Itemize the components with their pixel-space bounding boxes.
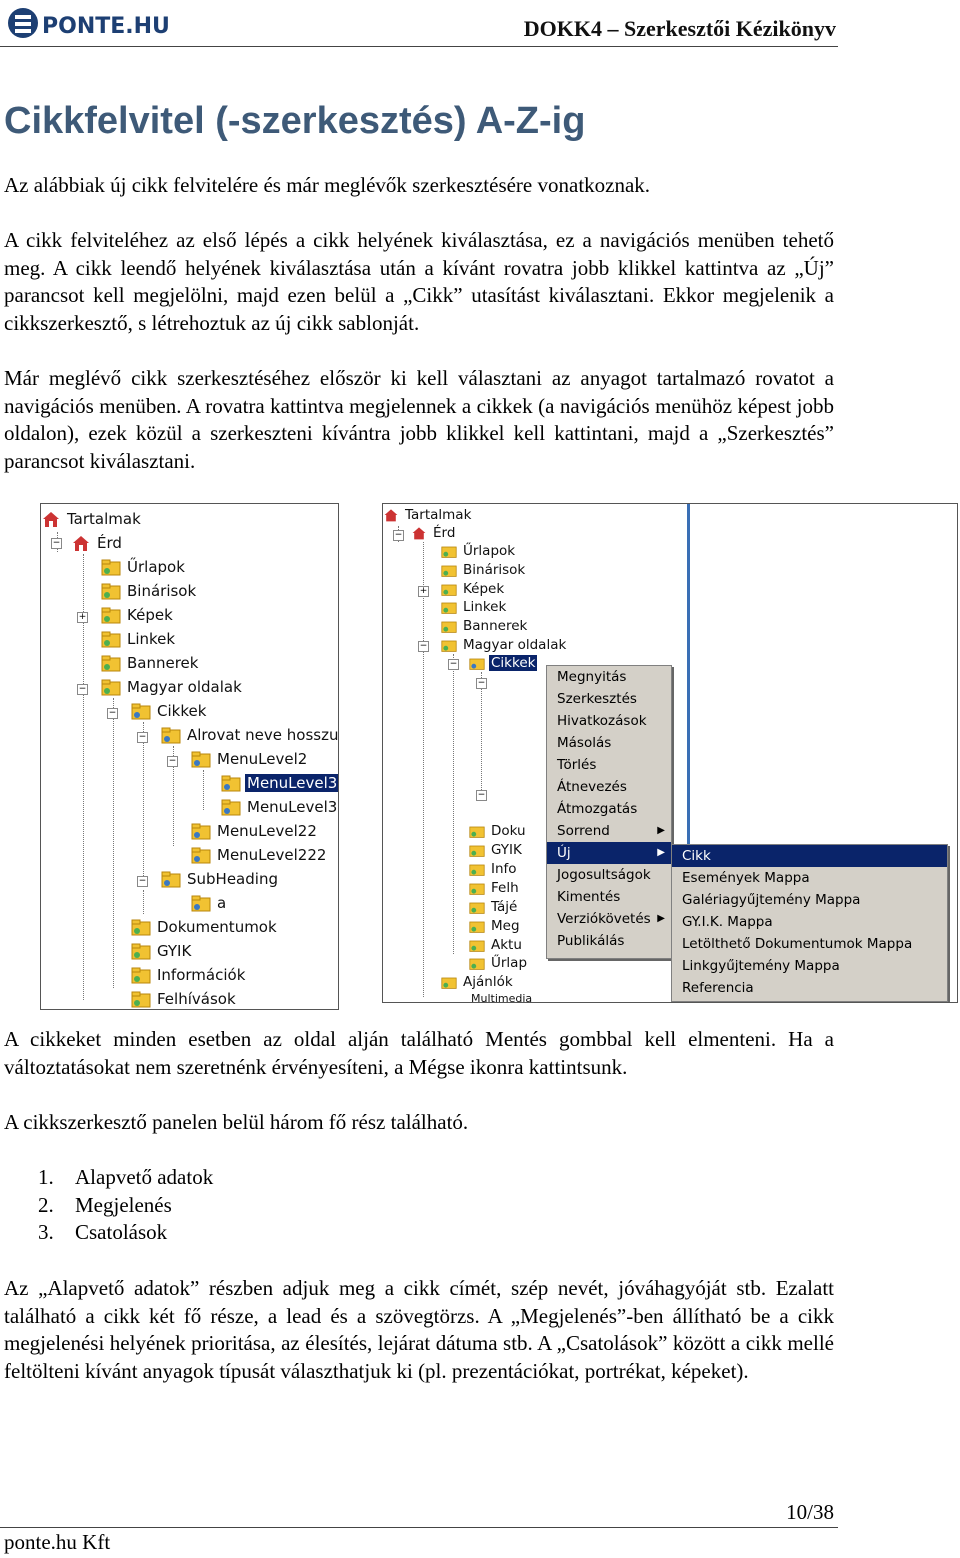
folder-icon [101, 557, 121, 577]
folder-icon [221, 773, 241, 793]
tree-node-taje[interactable]: Tájé [469, 898, 519, 916]
tree-node-a[interactable]: a [191, 892, 228, 914]
tree-node-kepek[interactable]: Képek [101, 604, 175, 626]
tree-node-alrovat[interactable]: Alrovat neve hosszu [161, 724, 339, 746]
tree-node-multimedia[interactable]: Multimedia [471, 991, 533, 1003]
tree-node-dokumentumok[interactable]: Dokumentumok [131, 916, 279, 938]
paragraph-intro: Az alábbiak új cikk felvitelére és már meglévők szerkesztésére vonatkoznak. [4, 173, 651, 197]
paragraph-edit-article: Már meglévő cikk szerkesztéséhez először ki kell választani az anyagot tartalmazó rovatot a navigációs menüben. A rovatra kattintva megjelennek a cikkek (a navigációs menühöz képest jobb oldalon), ezek közül a szerkeszteni kívántra jobb klikkel kell kattintani, majd a „Szerkesztés” parancsot kiválasztani. [4, 366, 834, 473]
menu-item-publikalas[interactable]: Publikálás [557, 933, 625, 949]
tree-node-magyar-oldalak[interactable]: Magyar oldalak [441, 636, 568, 654]
submenu-arrow-icon: ▶ [657, 847, 665, 858]
tree-node-menulevel22[interactable]: MenuLevel22 [191, 820, 319, 842]
tree-node-linkek[interactable]: Linkek [441, 598, 508, 616]
document-title: DOKK4 – Szerkesztői Kézikönyv [523, 16, 836, 41]
ponte-logo [6, 6, 182, 40]
menu-item-verziokovetes[interactable]: Verziókövetés ▶ [547, 908, 671, 930]
site-icon [411, 525, 427, 541]
tree-node-menulevel222[interactable]: MenuLevel222 [191, 844, 328, 866]
footer-divider [0, 1527, 838, 1528]
folder-icon [191, 845, 211, 865]
tree-node-binarisok[interactable]: Binárisok [441, 561, 527, 579]
tree-node-urlapok[interactable]: Űrlapok [101, 556, 187, 578]
page-title: Cikkfelvitel (-szerkesztés) A-Z-ig [4, 100, 586, 142]
menu-item-jogosultsagok[interactable]: Jogosultságok [557, 867, 651, 883]
folder-icon [469, 861, 485, 877]
tree-node-tartalmak[interactable]: Tartalmak [383, 506, 473, 524]
tree-node-menulevel2[interactable]: MenuLevel2 [191, 748, 309, 770]
tree-node-linkek[interactable]: Linkek [101, 628, 177, 650]
page-header [0, 0, 838, 47]
menu-item-masolas[interactable]: Másolás [557, 735, 612, 751]
folder-icon [131, 989, 151, 1009]
paragraph-save: A cikkeket minden esetben az oldal alján található Mentés gombbal kell elmenteni. Ha a változtatásokat nem szeretnénk érvényesíteni, a Mégse ikonra kattintsunk. [4, 1027, 834, 1079]
tree-node-aktu[interactable]: Aktu [469, 936, 524, 954]
folder-icon [469, 955, 485, 971]
menu-item-atmozgatas[interactable]: Átmozgatás [557, 801, 638, 817]
home-icon [41, 509, 61, 529]
paragraph-details: Az „Alapvető adatok” részben adjuk meg a cikk címét, szép nevét, jóváhagyóját stb. Ezalatt található a cikk két fő része, a lead és a szövegtörzs. A „Megjelenés”-ben állítható be a cikk megjelenési helyének prioritása, az élesítés, lejárat dátuma stb. A „Csatolások” között a cikk mellé feltölteni kívánt anyagok típusát választhatjuk ki (pl. prezentációkat, portrékat, képeket). [4, 1276, 834, 1383]
tree-node-urlap[interactable]: Űrlap [469, 954, 529, 972]
folder-icon [101, 677, 121, 697]
home-icon [383, 507, 399, 523]
folder-icon [469, 899, 485, 915]
tree-node-erd[interactable]: Érd [71, 532, 124, 554]
tree-node-kepek[interactable]: Képek [441, 580, 506, 598]
tree-node-gyik[interactable]: GYIK [131, 940, 193, 962]
folder-icon [441, 974, 457, 990]
tree-node-doku[interactable]: Doku [469, 822, 528, 840]
tree-node-menulevel3-selected[interactable]: MenuLevel3 [221, 772, 339, 794]
tree-node-magyar-oldalak[interactable]: Magyar oldalak [101, 676, 244, 698]
tree-node-menulevel3[interactable]: MenuLevel3 [221, 796, 339, 818]
tree-node-informaciok[interactable]: Információk [131, 964, 247, 986]
tree-node-gyik[interactable]: GYIK [469, 841, 524, 859]
tree-node-ajanlok[interactable]: Ajánlók [441, 973, 515, 991]
tree-node-meg[interactable]: Meg [469, 917, 522, 935]
tree-node-cikkek[interactable]: Cikkek [131, 700, 208, 722]
menu-item-szerkesztes[interactable]: Szerkesztés [557, 691, 637, 707]
folder-icon [441, 562, 457, 578]
screenshot-context-menu: − + − − − − Tartalmak Érd Űrlapok Binárisok Képek Linkek Bannerek Magyar oldalak Cikkek Doku GYIK Info Felh Tájé Meg Aktu Űrlap Ajánlók Multimedia Megnyitás Szerkesztés Hivatkozások Másolás Törlés Átnevezés Átmozgatás Sorrend ▶ Új ▶ Jogosultságok Kimentés Verziókövetés ▶ Publikálás Cikk Események Mappa Galériagyűjtemény Mappa GY.I.K. Mappa Letölthető Dokumentumok Mappa Linkgyűjtemény Mappa Referencia [382, 503, 958, 1003]
tree-node-bannerek[interactable]: Bannerek [101, 652, 200, 674]
folder-icon [469, 823, 485, 839]
folder-icon [101, 581, 121, 601]
folder-icon [191, 821, 211, 841]
tree-node-felh[interactable]: Felh [469, 879, 521, 897]
parts-list [38, 1164, 213, 1247]
submenu-item-referencia[interactable]: Referencia [682, 980, 754, 996]
site-icon [71, 533, 91, 553]
folder-icon [469, 842, 485, 858]
submenu-item-gyik-mappa[interactable]: GY.I.K. Mappa [682, 914, 773, 930]
folder-icon [101, 605, 121, 625]
new-submenu [671, 844, 948, 1002]
menu-item-sorrend[interactable]: Sorrend ▶ [547, 820, 671, 842]
menu-item-hivatkozasok[interactable]: Hivatkozások [557, 713, 647, 729]
tree-node-felhivasok[interactable]: Felhívások [131, 988, 238, 1010]
list-item: 2. Megjelenés [38, 1192, 172, 1217]
folder-icon [221, 797, 241, 817]
submenu-item-letoltheto-dokumentumok[interactable]: Letölthető Dokumentumok Mappa [682, 936, 913, 952]
paragraph-new-article: A cikk felviteléhez az első lépés a cikk helyének kiválasztása, ez a navigációs menüben tehető meg. A cikk leendő helyének kiválasztása után a kívánt rovatra jobb klikkel kattintva az „Új” parancsot kell megjelölni, majd ezen belül a „Cikk” utasítást kiválasztani. Ekkor megjelenik a cikkszerkesztő, s létrehoztuk az új cikk sablonját. [4, 228, 834, 335]
list-item: 3. Csatolások [38, 1220, 168, 1244]
folder-icon [101, 629, 121, 649]
tree-node-tartalmak[interactable]: Tartalmak [41, 508, 143, 530]
folder-icon [441, 599, 457, 615]
tree-node-subheading[interactable]: SubHeading [161, 868, 280, 890]
submenu-arrow-icon: ▶ [657, 825, 665, 836]
menu-item-megnyitas[interactable]: Megnyitás [557, 669, 627, 685]
folder-icon [131, 917, 151, 937]
folder-icon [131, 965, 151, 985]
folder-icon [469, 918, 485, 934]
folder-icon [441, 581, 457, 597]
menu-item-atnevezes[interactable]: Átnevezés [557, 779, 627, 795]
folder-icon [469, 880, 485, 896]
tree-node-binarisok[interactable]: Binárisok [101, 580, 198, 602]
folder-icon [441, 618, 457, 634]
submenu-item-cikk[interactable]: Cikk [672, 845, 947, 867]
tree-node-erd[interactable]: Érd [411, 524, 457, 542]
folder-icon [191, 893, 211, 913]
submenu-arrow-icon: ▶ [657, 913, 665, 924]
folder-icon [469, 655, 485, 671]
tree-node-cikkek-selected[interactable]: Cikkek [469, 654, 537, 672]
logo-text: PONTE.HU [42, 14, 170, 39]
folder-icon [191, 749, 211, 769]
screenshot-nav-tree: − + − − − − − Tartalmak Érd Űrlapok Binárisok Képek Linkek Bannerek Magyar oldalak Cikkek Alrovat neve hosszu MenuLevel2 MenuLevel3 MenuLevel3 MenuLevel22 MenuLevel222 SubHeading a Dokumentumok GYIK Információk Felhívások [40, 503, 339, 1010]
folder-icon [441, 637, 457, 653]
submenu-item-galeriagyujtemeny-mappa[interactable]: Galériagyűjtemény Mappa [682, 892, 861, 908]
folder-icon [161, 725, 181, 745]
submenu-item-linkgyujtemeny-mappa[interactable]: Linkgyűjtemény Mappa [682, 958, 840, 974]
tree-node-bannerek[interactable]: Bannerek [441, 617, 529, 635]
menu-item-uj[interactable]: Új ▶ [547, 842, 671, 864]
menu-item-torles[interactable]: Törlés [557, 757, 597, 773]
tree-node-info[interactable]: Info [469, 860, 519, 878]
submenu-item-esemenyek-mappa[interactable]: Események Mappa [682, 870, 810, 886]
folder-icon [101, 653, 121, 673]
folder-icon [469, 937, 485, 953]
page-number: 10/38 [786, 1500, 834, 1524]
paragraph-editor-parts: A cikkszerkesztő panelen belül három fő rész található. [4, 1110, 469, 1134]
folder-icon [131, 941, 151, 961]
context-menu [546, 665, 672, 959]
folder-icon [161, 869, 181, 889]
tree-node-urlapok[interactable]: Űrlapok [441, 542, 517, 560]
menu-item-kimentes[interactable]: Kimentés [557, 889, 621, 905]
list-item: 1. Alapvető adatok [38, 1165, 214, 1189]
folder-icon [131, 701, 151, 721]
footer-company: ponte.hu Kft [4, 1530, 111, 1554]
folder-icon [441, 543, 457, 559]
